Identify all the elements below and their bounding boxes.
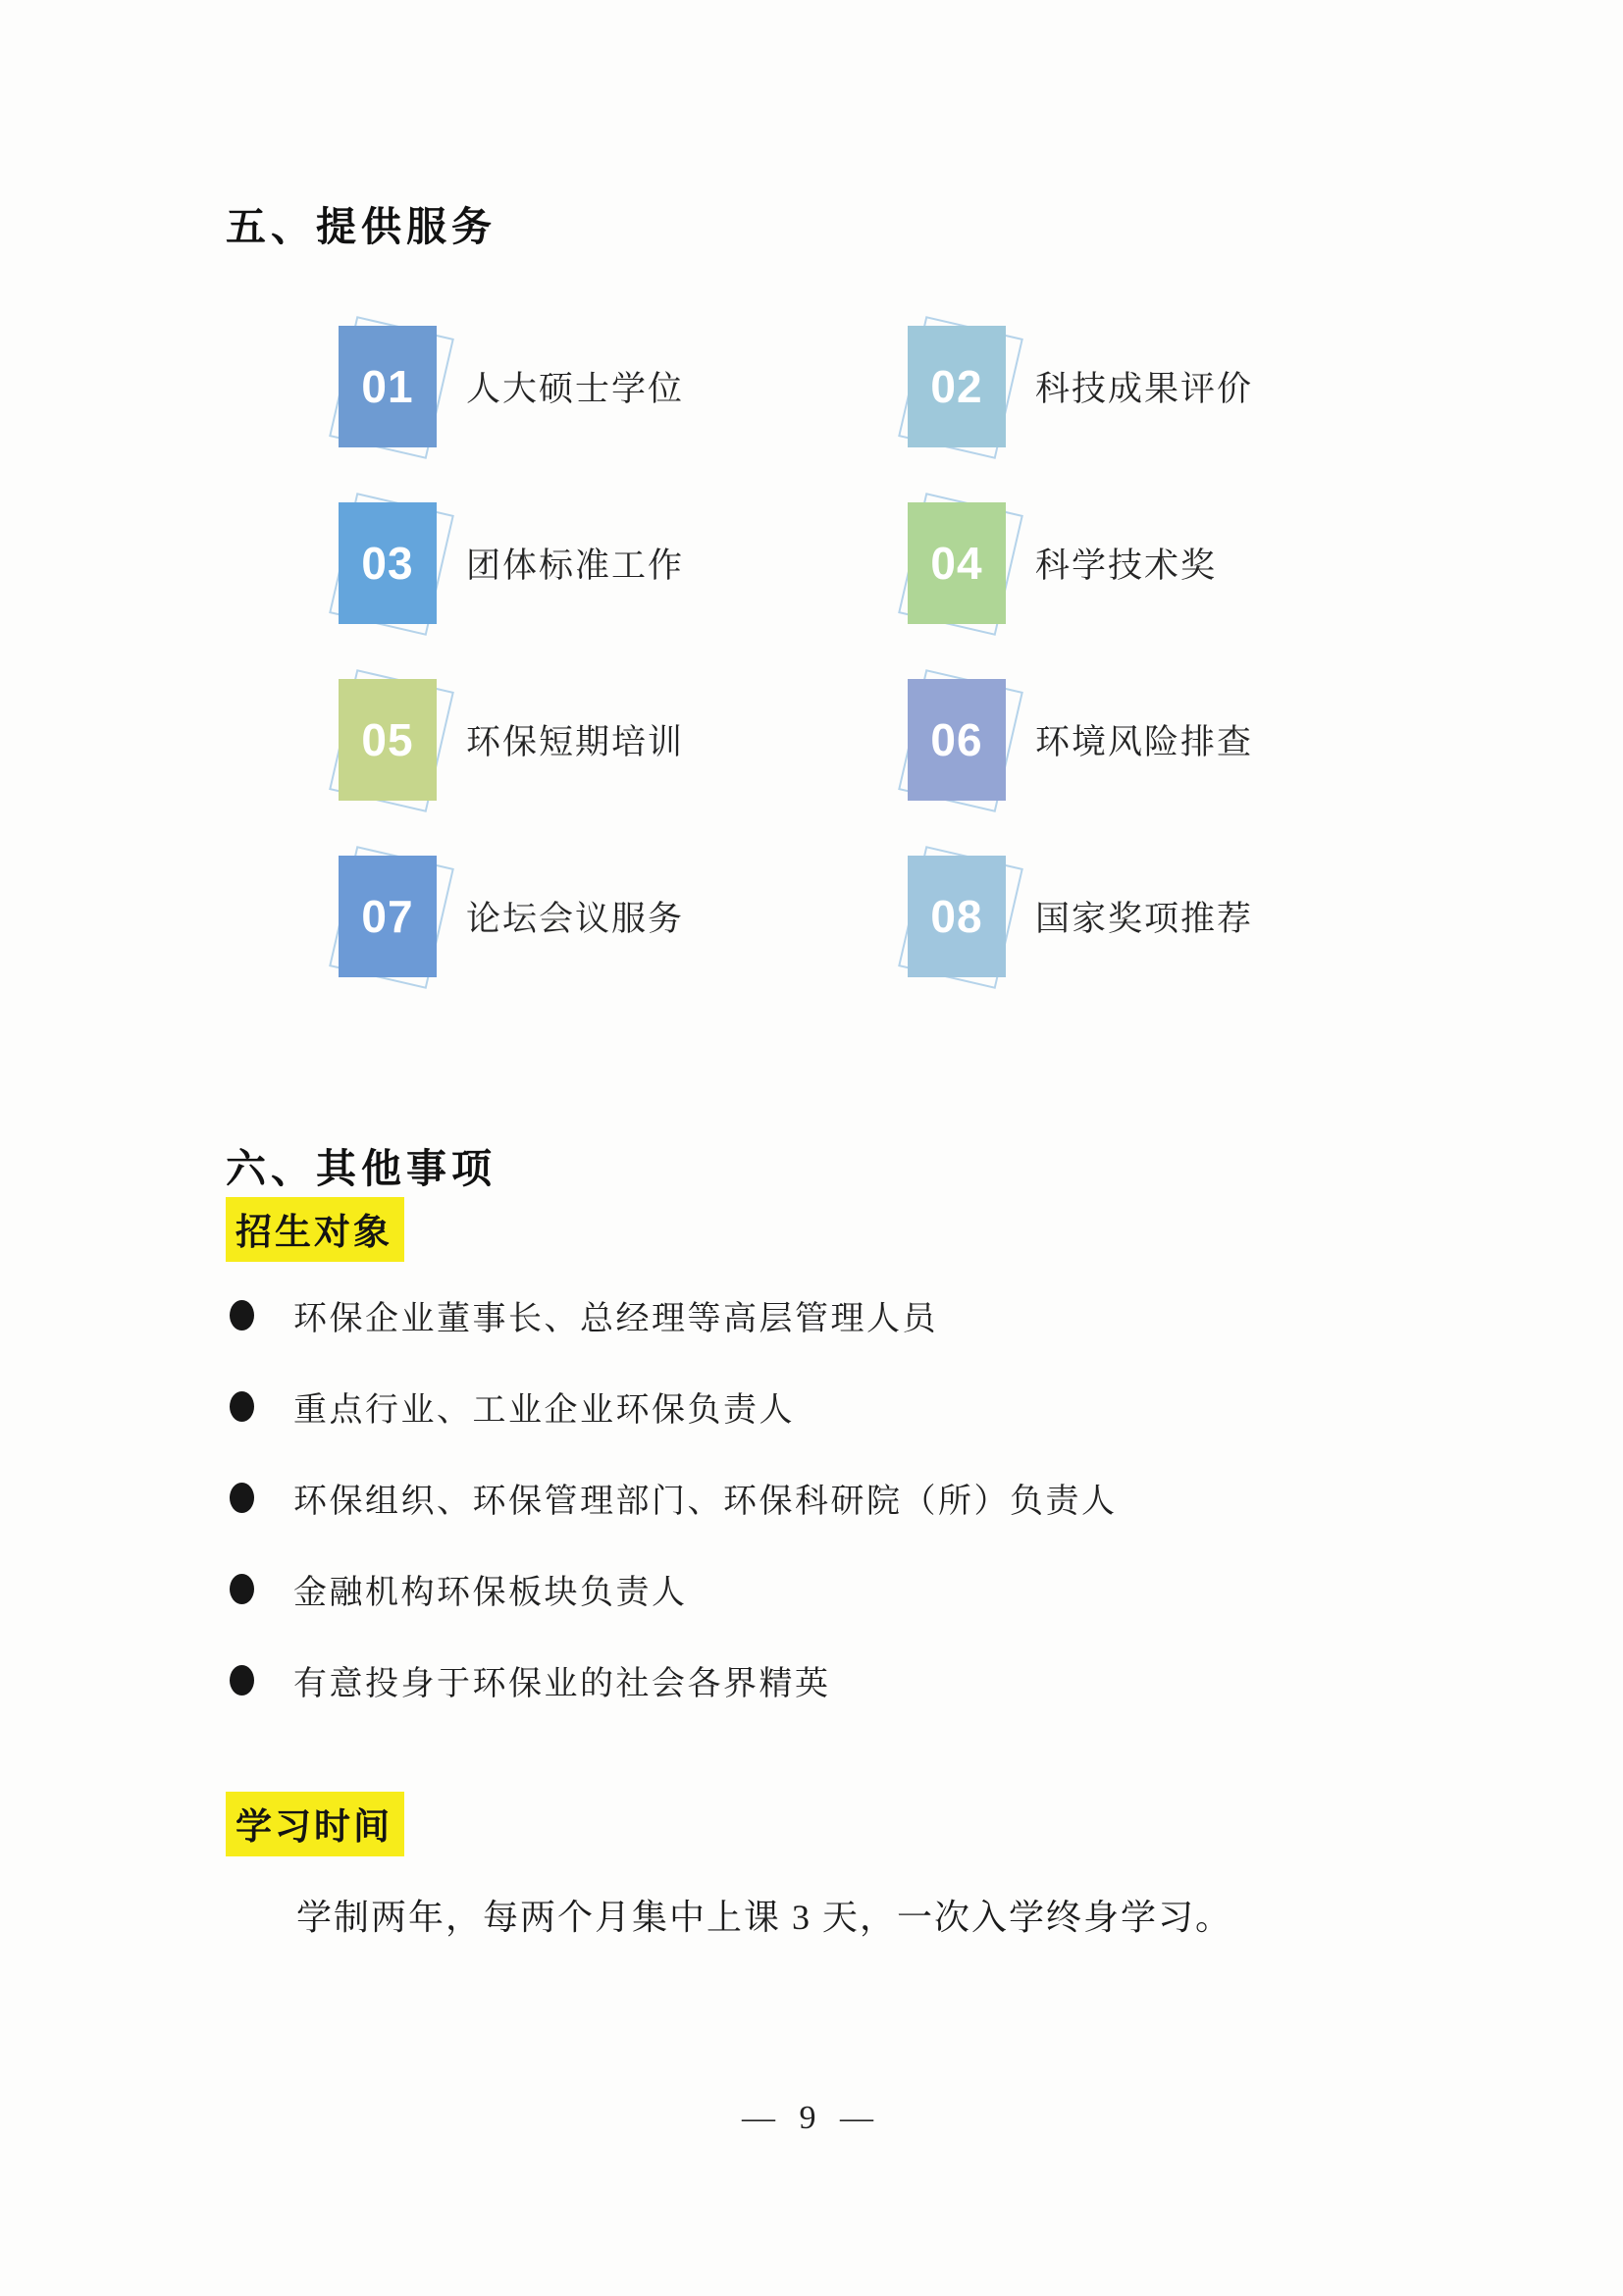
service-badge-wrap (908, 679, 1006, 801)
service-label: 环境风险排查 (1035, 723, 1254, 761)
section6-title: 六、其他事项 (226, 1146, 497, 1191)
list-item-text: 环保企业董事长、总经理等高层管理人员 (293, 1301, 938, 1337)
service-badge-wrap (908, 502, 1006, 624)
service-badge-wrap (339, 856, 437, 977)
service-badge-wrap (908, 856, 1006, 977)
bullet-icon (230, 1391, 254, 1422)
service-item (908, 856, 1253, 977)
service-label: 科学技术奖 (1035, 547, 1218, 585)
service-label: 团体标准工作 (466, 547, 685, 585)
service-item (339, 679, 908, 801)
service-label: 国家奖项推荐 (1035, 900, 1254, 938)
service-item (339, 326, 908, 447)
section5-title: 五、提供服务 (226, 204, 497, 249)
service-badge-wrap (339, 326, 437, 447)
bullet-icon (230, 1574, 254, 1604)
service-number-badge: 08 (908, 856, 1006, 977)
list-item-text: 有意投身于环保业的社会各界精英 (293, 1666, 831, 1702)
service-number-badge: 02 (908, 326, 1006, 447)
service-number-badge: 06 (908, 679, 1006, 801)
service-label: 论坛会议服务 (466, 900, 685, 938)
study-time-heading: 学习时间 (226, 1792, 404, 1856)
service-badge-wrap (339, 679, 437, 801)
service-number-badge: 05 (339, 679, 437, 801)
service-number-badge: 07 (339, 856, 437, 977)
service-number-badge: 04 (908, 502, 1006, 624)
study-time-paragraph: 学制两年，每两个月集中上课 3 天，一次入学终身学习。 (296, 1898, 1233, 1937)
bullet-icon (230, 1300, 254, 1331)
list-item-text: 重点行业、工业企业环保负责人 (293, 1392, 795, 1429)
service-number-badge: 03 (339, 502, 437, 624)
bullet-icon (230, 1483, 254, 1513)
list-item (230, 1656, 1118, 1704)
bullet-icon (230, 1665, 254, 1696)
list-item-text: 金融机构环保板块负责人 (293, 1575, 688, 1611)
service-item (908, 502, 1253, 624)
service-item (908, 679, 1253, 801)
enrollment-heading: 招生对象 (226, 1197, 404, 1262)
service-badge-wrap (339, 502, 437, 624)
list-item (230, 1291, 1118, 1339)
service-badge-wrap (908, 326, 1006, 447)
service-label: 科技成果评价 (1035, 370, 1254, 408)
service-item (339, 856, 908, 977)
services-grid (339, 326, 1253, 977)
service-label: 环保短期培训 (466, 723, 685, 761)
list-item (230, 1565, 1118, 1613)
service-label: 人大硕士学位 (466, 370, 685, 408)
list-item-text: 环保组织、环保管理部门、环保科研院（所）负责人 (293, 1484, 1118, 1520)
enrollment-target-list (230, 1291, 1118, 1748)
service-item (339, 502, 908, 624)
service-item (908, 326, 1253, 447)
list-item (230, 1383, 1118, 1431)
service-number-badge: 01 (339, 326, 437, 447)
page-number: — 9 — (742, 2100, 881, 2136)
list-item (230, 1474, 1118, 1522)
